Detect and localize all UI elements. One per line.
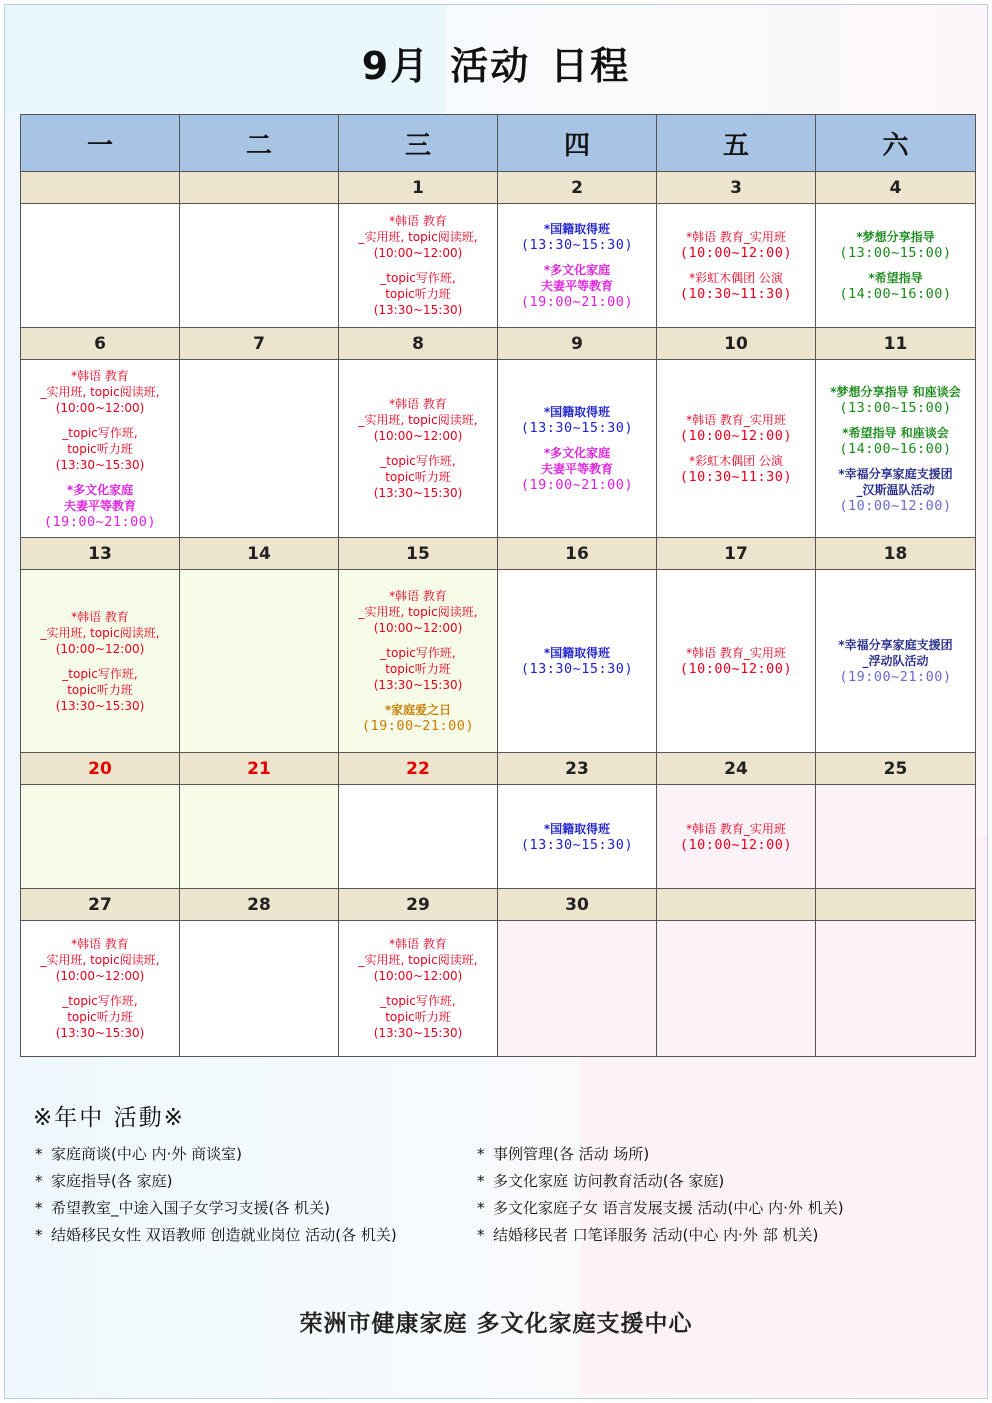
day-number-row (21, 328, 976, 360)
event-item (500, 404, 654, 436)
event-time: (19:00~21:00) (520, 294, 634, 310)
event-text: _topic写作班, topic听力班 (13:30~15:30) (373, 646, 463, 692)
weekday-mon: 一 (21, 115, 180, 172)
weekday-thu: 四 (498, 115, 657, 172)
event-time: (13:30~15:30) (520, 836, 634, 853)
event-item (23, 482, 177, 530)
day-cell[interactable] (498, 570, 657, 753)
day-number-row (21, 889, 976, 921)
event-text: *多文化家庭 夫妻平等教育 (540, 263, 613, 293)
day-cell[interactable] (21, 204, 180, 328)
day-number: 17 (657, 538, 816, 570)
event-time: (13:30~15:30) (520, 237, 634, 253)
day-cell[interactable] (180, 785, 339, 889)
yearly-activities-title: ※年中 活動※ (33, 1105, 185, 1131)
event-item (23, 936, 177, 984)
day-number (816, 889, 976, 921)
day-number: 20 (21, 753, 180, 785)
event-text: *彩虹木偶团 公演 (689, 454, 783, 468)
day-number: 30 (498, 889, 657, 921)
day-cell[interactable] (498, 785, 657, 889)
day-number: 28 (180, 889, 339, 921)
day-number: 8 (339, 328, 498, 360)
event-text: *韩语 教育 _实用班, topic阅读班, (10:00~12:00) (358, 937, 478, 983)
day-number: 18 (816, 538, 976, 570)
event-item (659, 821, 813, 853)
bullet-icon: * (35, 1226, 43, 1244)
day-number: 2 (498, 172, 657, 204)
event-text: *彩虹木偶团 公演 (689, 271, 783, 285)
event-item (659, 412, 813, 444)
event-text: *韩语 教育_实用班 (686, 413, 786, 427)
event-text: *韩语 教育_实用班 (686, 821, 786, 836)
event-text: *幸福分享家庭支援团 _汉斯温队活动 (838, 466, 953, 497)
event-item (23, 609, 177, 657)
event-text: _topic写作班, topic听力班 (13:30~15:30) (373, 454, 463, 500)
event-item (500, 221, 654, 253)
event-time: (10:00~12:00) (839, 497, 952, 514)
yearly-activity-text: 家庭指导(各 家庭) (51, 1172, 173, 1190)
day-number: 27 (21, 889, 180, 921)
yearly-activity-text: 希望教室_中途入国子女学习支援(各 机关) (51, 1199, 330, 1217)
day-number: 21 (180, 753, 339, 785)
event-item (818, 384, 973, 416)
event-item (818, 466, 973, 514)
weekday-fri: 五 (657, 115, 816, 172)
event-text: *国籍取得班 (543, 222, 611, 236)
event-text: *韩语 教育_实用班 (686, 230, 786, 244)
day-number: 3 (657, 172, 816, 204)
day-number: 23 (498, 753, 657, 785)
event-item (500, 821, 654, 853)
event-text: *韩语 教育 _实用班, topic阅读班, (10:00~12:00) (358, 397, 478, 443)
day-number: 29 (339, 889, 498, 921)
day-number-row (21, 538, 976, 570)
event-text: *幸福分享家庭支援团 _浮动队活动 (838, 638, 953, 668)
event-item (341, 453, 495, 501)
event-text: *希望指导 和座谈会 (842, 425, 949, 440)
event-text: *多文化家庭 夫妻平等教育 (63, 482, 136, 513)
event-item (23, 368, 177, 416)
event-time: (14:00~16:00) (839, 440, 952, 457)
event-item (341, 936, 495, 984)
day-cell[interactable] (657, 360, 816, 538)
day-number: 25 (816, 753, 976, 785)
event-row (21, 204, 976, 328)
event-item (23, 666, 177, 714)
event-time: (19:00~21:00) (43, 513, 157, 530)
day-number: 24 (657, 753, 816, 785)
center-name-footer: 荣洲市健康家庭 多文化家庭支援中心 (299, 1311, 693, 1337)
yearly-activity-item (477, 1195, 844, 1222)
event-text: *韩语 教育 _实用班, topic阅读班, (10:00~12:00) (358, 214, 478, 260)
day-number (180, 172, 339, 204)
day-cell[interactable] (657, 570, 816, 753)
yearly-list-right (477, 1141, 844, 1249)
title-word-activity: 活动 (450, 44, 531, 88)
day-cell[interactable] (816, 360, 976, 538)
event-time: (10:30~11:30) (679, 286, 793, 302)
event-item (659, 645, 813, 677)
calendar-body (21, 172, 976, 1057)
yearly-activity-item (35, 1168, 397, 1195)
day-cell[interactable] (816, 204, 976, 328)
event-item (500, 262, 654, 310)
bullet-icon: * (477, 1145, 485, 1163)
event-item (818, 425, 973, 457)
event-item (500, 445, 654, 493)
event-item (341, 396, 495, 444)
bullet-icon: * (35, 1199, 43, 1217)
event-text: *多文化家庭 夫妻平等教育 (540, 446, 613, 476)
yearly-activity-item (35, 1195, 397, 1222)
event-text: _topic写作班, topic听力班 (13:30~15:30) (373, 271, 463, 317)
day-number: 22 (339, 753, 498, 785)
event-item (659, 229, 813, 261)
event-item (659, 270, 813, 302)
title-word-schedule: 日程 (550, 44, 631, 88)
day-cell[interactable] (339, 360, 498, 538)
event-text: *韩语 教育 _实用班, topic阅读班, (10:00~12:00) (358, 589, 478, 635)
event-item (341, 702, 495, 734)
day-cell[interactable] (816, 921, 976, 1057)
event-time: (19:00~21:00) (361, 718, 475, 734)
day-cell[interactable] (657, 921, 816, 1057)
day-number: 6 (21, 328, 180, 360)
event-text: _topic写作班, topic听力班 (13:30~15:30) (373, 994, 463, 1040)
event-text: *梦想分享指导 (856, 230, 935, 244)
day-cell[interactable] (657, 204, 816, 328)
event-row (21, 570, 976, 753)
event-row (21, 921, 976, 1057)
day-number: 1 (339, 172, 498, 204)
event-text: *韩语 教育 _实用班, topic阅读班, (10:00~12:00) (40, 368, 160, 415)
event-item (818, 229, 973, 261)
event-text: *梦想分享指导 和座谈会 (830, 384, 961, 399)
yearly-activity-item (477, 1168, 844, 1195)
day-number-row (21, 172, 976, 204)
event-text: _topic写作班, topic听力班 (13:30~15:30) (55, 425, 145, 472)
title-month: 9月 (361, 44, 431, 88)
yearly-activity-item (477, 1222, 844, 1249)
yearly-activity-text: 结婚移民者 口笔译服务 活动(中心 内·外 部 机关) (493, 1226, 819, 1244)
day-cell[interactable] (21, 360, 180, 538)
event-text: *家庭爱之日 (384, 703, 452, 717)
event-text: *韩语 教育 _实用班, topic阅读班, (10:00~12:00) (40, 609, 160, 656)
bullet-icon: * (477, 1199, 485, 1217)
schedule-page (4, 4, 988, 1399)
event-item (23, 993, 177, 1041)
event-item (341, 645, 495, 693)
event-text: _topic写作班, topic听力班 (13:30~15:30) (55, 994, 145, 1040)
day-cell[interactable] (339, 204, 498, 328)
day-cell[interactable] (180, 921, 339, 1057)
event-text: *国籍取得班 (543, 405, 611, 419)
day-cell[interactable] (180, 570, 339, 753)
yearly-activity-text: 结婚移民女性 双语教师 创造就业岗位 活动(各 机关) (51, 1226, 397, 1244)
event-item (23, 425, 177, 473)
day-cell[interactable] (21, 785, 180, 889)
event-text: *国籍取得班 (543, 821, 611, 836)
event-time: (10:00~12:00) (679, 661, 793, 677)
bullet-icon: * (35, 1172, 43, 1190)
day-number: 10 (657, 328, 816, 360)
day-number: 13 (21, 538, 180, 570)
event-time: (13:30~15:30) (520, 661, 634, 677)
event-time: (19:00~21:00) (839, 669, 952, 685)
day-cell[interactable] (180, 204, 339, 328)
event-time: (13:00~15:00) (839, 399, 952, 416)
event-text: *希望指导 (868, 271, 923, 285)
event-time: (10:30~11:30) (679, 469, 793, 485)
yearly-activity-item (35, 1222, 397, 1249)
event-row (21, 360, 976, 538)
day-cell[interactable] (816, 570, 976, 753)
day-cell[interactable] (657, 785, 816, 889)
event-item (659, 453, 813, 485)
day-number: 16 (498, 538, 657, 570)
day-number: 9 (498, 328, 657, 360)
calendar-table (20, 114, 976, 1057)
bullet-icon: * (477, 1226, 485, 1244)
event-item (341, 588, 495, 636)
event-item (341, 213, 495, 261)
day-number: 4 (816, 172, 976, 204)
event-time: (10:00~12:00) (679, 836, 793, 853)
day-number: 15 (339, 538, 498, 570)
event-time: (19:00~21:00) (520, 477, 634, 493)
day-number: 14 (180, 538, 339, 570)
event-item (818, 637, 973, 685)
event-time: (10:00~12:00) (679, 245, 793, 261)
bullet-icon: * (35, 1145, 43, 1163)
yearly-activity-item (35, 1141, 397, 1168)
event-text: *韩语 教育_实用班 (686, 646, 786, 660)
day-number: 7 (180, 328, 339, 360)
day-number (657, 889, 816, 921)
day-cell[interactable] (339, 785, 498, 889)
day-number: 11 (816, 328, 976, 360)
event-item (341, 270, 495, 318)
weekday-wed: 三 (339, 115, 498, 172)
day-cell[interactable] (498, 204, 657, 328)
day-cell[interactable] (498, 921, 657, 1057)
yearly-activity-item (477, 1141, 844, 1168)
day-cell[interactable] (21, 570, 180, 753)
event-row (21, 785, 976, 889)
event-text: _topic写作班, topic听力班 (13:30~15:30) (55, 666, 145, 713)
day-number (21, 172, 180, 204)
day-cell[interactable] (21, 921, 180, 1057)
event-item (341, 993, 495, 1041)
event-item (500, 645, 654, 677)
yearly-activity-text: 多文化家庭子女 语言发展支援 活动(中心 内·外 机关) (493, 1199, 844, 1217)
bullet-icon: * (477, 1172, 485, 1190)
event-text: *国籍取得班 (543, 646, 611, 660)
day-cell[interactable] (498, 360, 657, 538)
day-cell[interactable] (339, 570, 498, 753)
yearly-activity-text: 家庭商谈(中心 内·外 商谈室) (51, 1145, 243, 1163)
yearly-list-left (35, 1141, 397, 1249)
event-text: *韩语 教育 _实用班, topic阅读班, (10:00~12:00) (40, 937, 160, 983)
yearly-activity-text: 事例管理(各 活动 场所) (493, 1145, 650, 1163)
weekday-header-row (21, 115, 976, 172)
weekday-sat: 六 (816, 115, 976, 172)
event-time: (10:00~12:00) (679, 428, 793, 444)
day-cell[interactable] (180, 360, 339, 538)
page-title (5, 35, 987, 90)
weekday-tue: 二 (180, 115, 339, 172)
event-time: (13:00~15:00) (839, 245, 952, 261)
yearly-activity-text: 多文化家庭 访问教育活动(各 家庭) (493, 1172, 725, 1190)
event-time: (13:30~15:30) (520, 420, 634, 436)
day-number-row (21, 753, 976, 785)
day-cell[interactable] (816, 785, 976, 889)
event-item (818, 270, 973, 302)
event-time: (14:00~16:00) (839, 286, 952, 302)
day-cell[interactable] (339, 921, 498, 1057)
